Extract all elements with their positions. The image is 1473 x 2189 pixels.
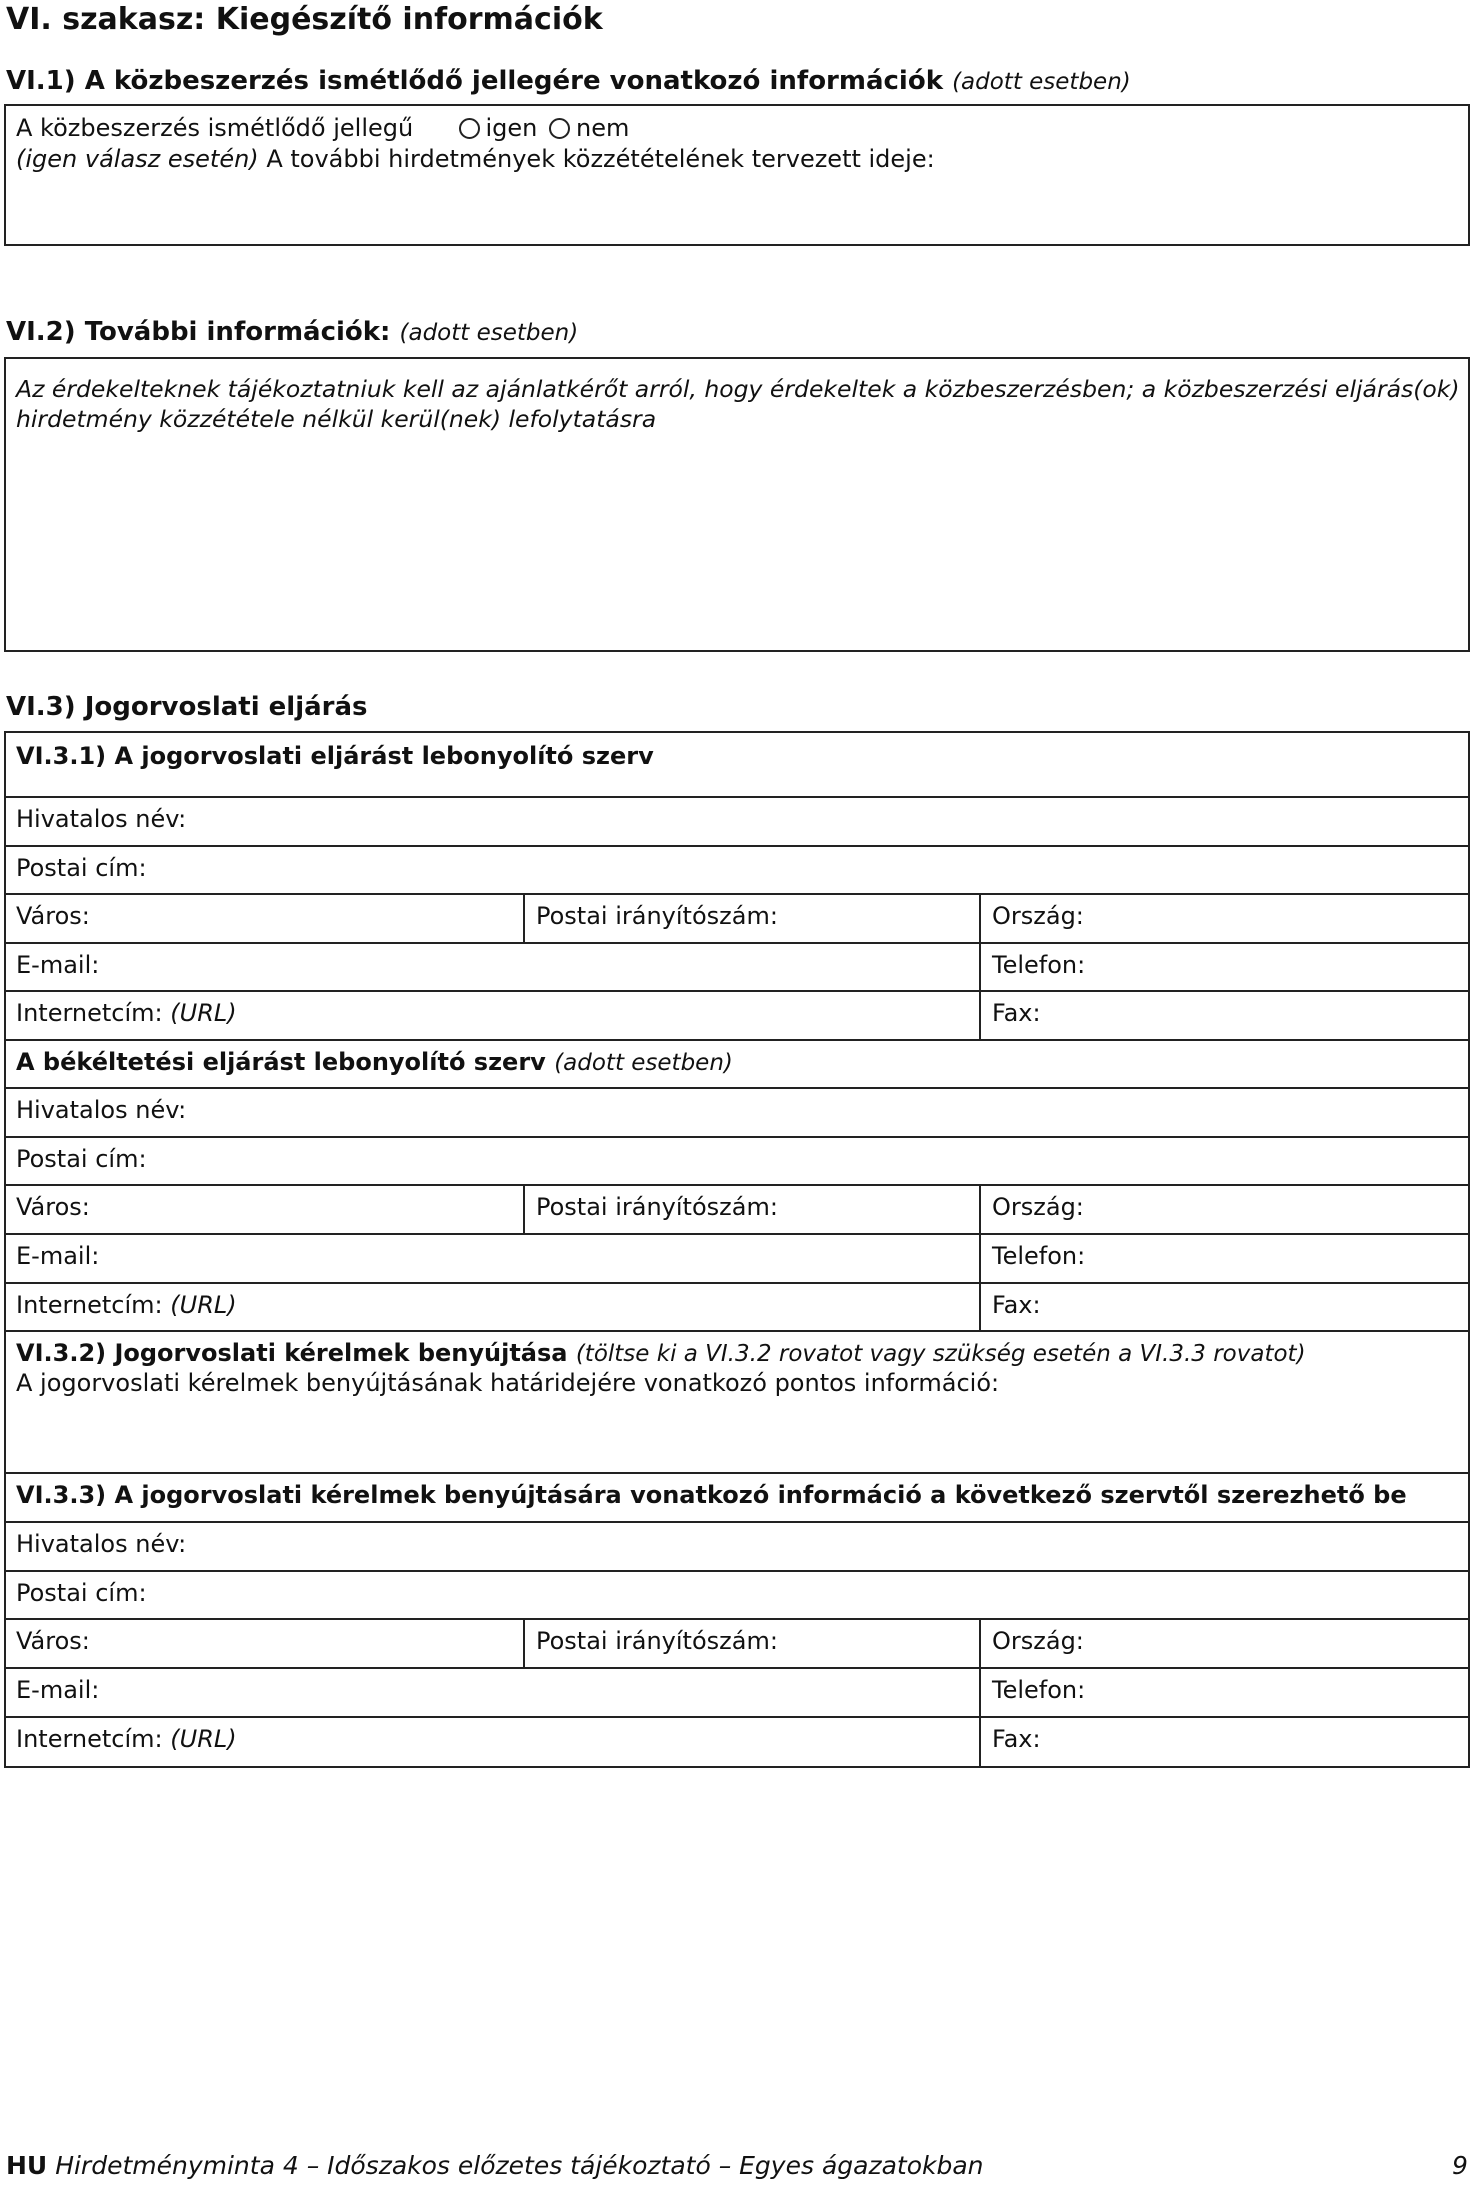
- internet-label: Internetcím:: [16, 1291, 163, 1319]
- mediation-phone-label: Telefon:: [992, 1242, 1086, 1270]
- radio-yes[interactable]: [459, 118, 480, 139]
- radio-no[interactable]: [549, 118, 570, 139]
- vi2-heading-italic: (adott esetben): [399, 320, 579, 346]
- review-body-phone-label: Telefon:: [992, 951, 1086, 979]
- mediation-postal-label: Postai irányítószám:: [536, 1193, 778, 1221]
- vi1-heading: [6, 66, 1131, 96]
- info-body-name-label: Hivatalos név:: [16, 1530, 187, 1558]
- info-body-email-label: E-mail:: [16, 1676, 100, 1704]
- review-body-postal-label: Postai irányítószám:: [536, 902, 778, 930]
- vi3-table: [4, 731, 1470, 1768]
- vi1-heading-italic: (adott esetben): [952, 69, 1131, 95]
- vi32-heading-bold: VI.3.2) Jogorvoslati kérelmek benyújtása: [16, 1339, 568, 1367]
- vi1-planned-date-row: [16, 145, 935, 173]
- url-note: (URL): [170, 1725, 237, 1753]
- review-body-country-label: Ország:: [992, 902, 1084, 930]
- vi2-text: Az érdekelteknek tájékoztatniuk kell az ajánlatkérőt arról, hogy érdekeltek a közbeszerzésben; a közbeszerzési eljárás(ok) hirdetmény közzététele nélkül kerül(nek) lefolytatásra: [16, 375, 1460, 433]
- mediation-heading-bold: A békéltetési eljárást lebonyolító szerv: [16, 1048, 546, 1076]
- info-body-phone-label: Telefon:: [992, 1676, 1086, 1704]
- review-body-fax-label: Fax:: [992, 999, 1041, 1027]
- vi2-heading: [6, 317, 578, 347]
- vi1-repetitive-label: A közbeszerzés ismétlődő jellegű: [16, 114, 414, 142]
- review-body-internet-label: [16, 999, 237, 1027]
- info-body-fax-label: Fax:: [992, 1725, 1041, 1753]
- internet-label: Internetcím:: [16, 1725, 163, 1753]
- mediation-city-label: Város:: [16, 1193, 90, 1221]
- mediation-email-label: E-mail:: [16, 1242, 100, 1270]
- mediation-internet-label: [16, 1291, 237, 1319]
- mediation-address-label: Postai cím:: [16, 1145, 147, 1173]
- vi1-planned-date-label: A további hirdetmények közzétételének tervezett ideje:: [266, 145, 935, 173]
- mediation-heading: [16, 1048, 733, 1076]
- vi1-repetitive-row: [16, 114, 629, 142]
- radio-yes-label: igen: [485, 114, 538, 142]
- radio-no-label: nem: [576, 114, 630, 142]
- info-body-country-label: Ország:: [992, 1627, 1084, 1655]
- vi32-heading-italic: (töltse ki a VI.3.2 rovatot vagy szükség esetén a VI.3.3 rovatot): [575, 1341, 1306, 1367]
- internet-label: Internetcím:: [16, 999, 163, 1027]
- info-body-postal-label: Postai irányítószám:: [536, 1627, 778, 1655]
- vi32-text: A jogorvoslati kérelmek benyújtásának határidejére vonatkozó pontos információ:: [16, 1369, 1000, 1397]
- info-body-internet-label: [16, 1725, 237, 1753]
- review-body-city-label: Város:: [16, 902, 90, 930]
- info-body-city-label: Város:: [16, 1627, 90, 1655]
- page-number: 9: [1452, 2151, 1468, 2180]
- footer: [6, 2151, 984, 2180]
- vi31-heading: VI.3.1) A jogorvoslati eljárást lebonyolító szerv: [16, 742, 654, 770]
- info-body-address-label: Postai cím:: [16, 1579, 147, 1607]
- vi2-heading-bold: VI.2) További információk:: [6, 317, 391, 347]
- mediation-heading-italic: (adott esetben): [554, 1050, 733, 1076]
- vi33-heading: VI.3.3) A jogorvoslati kérelmek benyújtására vonatkozó információ a következő szervtől szerezhető be: [16, 1481, 1407, 1509]
- mediation-fax-label: Fax:: [992, 1291, 1041, 1319]
- url-note: (URL): [170, 1291, 237, 1319]
- vi3-heading: VI.3) Jogorvoslati eljárás: [6, 692, 368, 722]
- mediation-name-label: Hivatalos név:: [16, 1096, 187, 1124]
- vi32-heading: [16, 1339, 1306, 1367]
- section-title: VI. szakasz: Kiegészítő információk: [6, 2, 603, 37]
- footer-lang: HU: [6, 2151, 48, 2180]
- url-note: (URL): [170, 999, 237, 1027]
- vi1-yes-note: (igen válasz esetén): [16, 145, 259, 173]
- review-body-email-label: E-mail:: [16, 951, 100, 979]
- mediation-country-label: Ország:: [992, 1193, 1084, 1221]
- review-body-address-label: Postai cím:: [16, 854, 147, 882]
- footer-text: Hirdetményminta 4 – Időszakos előzetes tájékoztató – Egyes ágazatokban: [55, 2151, 984, 2180]
- review-body-name-label: Hivatalos név:: [16, 805, 187, 833]
- vi1-heading-bold: VI.1) A közbeszerzés ismétlődő jellegére vonatkozó információk: [6, 66, 943, 96]
